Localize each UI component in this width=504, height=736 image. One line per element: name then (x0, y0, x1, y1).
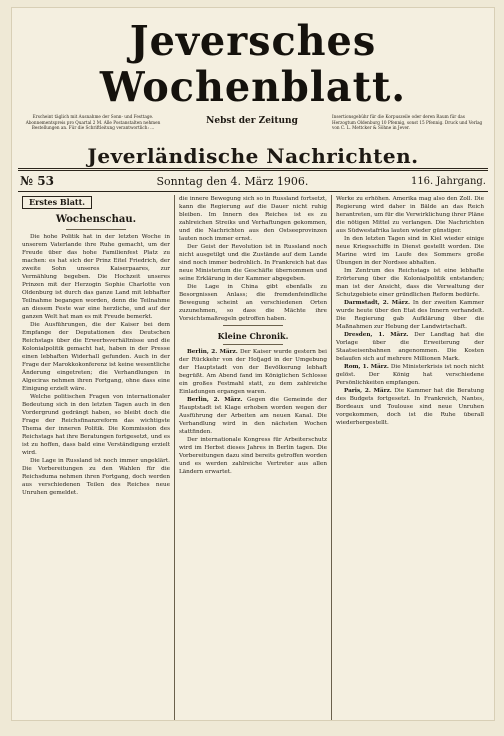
paragraph: In den letzten Tagen sind in Kiel wieder einige neue Kriegsschiffe in Dienst gestellt worden. Die Marine wird im Laufe des Sommers große Übungen in der Nordsee abhalten. (336, 236, 484, 266)
divider (223, 344, 282, 345)
masthead-center (162, 116, 342, 127)
news-dateline: Dresden, 1. März. (344, 332, 409, 338)
news-text: Gegen die Gemeinde der Hauptstadt ist Klage erhoben worden wegen der Ausführung der Arbeiten am neuen Kanal. Die Verhandlung wird in den nächsten Wochen stattfinden. (179, 397, 327, 435)
paragraph: Die Ausführungen, die der Kaiser bei dem Empfange der Deputationen des Deutschen Reichstags über die Erwerbsverhältnisse und die Kolonialpolitik gemacht hat, haben in der Presse einen lebhaften Widerhall gefunden. Auch in der Frage der Marokkokonferenz ist keine wesentliche Änderung eingetreten; die Verhandlungen in Algeciras nehmen ihren Fortgang, ohne dass eine Einigung erzielt wäre. (22, 322, 170, 392)
paragraph: Welche politischen Fragen von internationaler Bedeutung sich in den letzten Tagen auch in den Vordergrund gedrängt haben, so bleibt doch die Frage der Reichsfinanzreform das wichtigste Thema der inneren Politik. Die Kommission des Reichstags hat ihre Beratungen fortgesetzt, und es ist zu hoffen, dass bald eine Verständigung erzielt wird. (22, 394, 170, 456)
news-item (179, 396, 327, 436)
news-text: Der Kaiser wurde gestern bei der Rückkehr von der Hofjagd in der Umgebung der Hauptstadt von der Bevölkerung lebhaft begrüßt. Am Abend fand im Königlichen Schlosse ein großes Festmahl statt, zu dem zahlreiche Einladungen ergangen waren. (179, 349, 327, 395)
masthead-right-info: Insertionsgebühr für die Korpuszeile oder deren Raum für das Herzogtum Oldenburg 10 Pfennig, sonst 15 Pfennig. Druck und Verlag von C. L. Mettcker & Söhne in Jever. (332, 114, 483, 131)
masthead-subtitle: Jeverländische Nachrichten. (87, 144, 419, 168)
paragraph: Die Lage in China gibt ebenfalls zu Besorgnissen Anlass; die fremdenfeindliche Bewegung scheint an verschiedenen Orten zuzunehmen, so dass die Mächte ihre Vorsichtsmaßregeln getroffen haben. (179, 284, 327, 322)
news-text: In der zweiten Kammer wurde heute über den Etat des Innern verhandelt. Die Regierung gab Aufklärung über die Maßnahmen zur Hebung der Landwirtschaft. (336, 300, 485, 330)
newspaper-page (12, 8, 494, 720)
news-item (336, 387, 484, 427)
paragraph: Im Zentrum des Reichstags ist eine lebhafte Erörterung über die Kolonialpolitik entstanden; man ist der Ansicht, dass die Verwaltung der Schutzgebiete einer gründlichen Reform bedürfe. (336, 268, 484, 298)
news-dateline: Paris, 2. März. (344, 388, 392, 394)
news-dateline: Berlin, 2. März. (187, 349, 238, 355)
masthead-title: Jeversches Wochenblatt. (99, 17, 407, 111)
issue-number: № 53 (20, 174, 54, 188)
body-columns (12, 192, 494, 720)
issue-bar (12, 171, 494, 191)
issue-date: Sonntag den 4. März 1906. (156, 174, 309, 188)
section-heading-wochenschau: Wochenschau. (55, 214, 137, 225)
news-text: Die Kammer hat die Beratung des Budgets fortgesetzt. In Frankreich, Nantes, Bordeaux und Toulouse sind neue Unruhen vorgekommen, doch ist die Ruhe überall wiederhergestellt. (336, 388, 484, 426)
paragraph: die innere Bewegung sich so in Russland fortsetzt, kann die Regierung auf die Dauer nicht ruhig bleiben. Im Innern des Reiches ist es zu zahlreichen Streiks und Verhaftungen gekommen, und die Nachrichten aus den Ostseeprovinzen lauten noch immer ernst. (179, 196, 327, 242)
column-1 (18, 195, 174, 720)
masthead-center-line1: Nebst der Zeitung (206, 116, 298, 126)
news-item (336, 363, 484, 387)
divider (66, 229, 125, 230)
news-item (179, 348, 327, 396)
section-heading-kleine-chronik: Kleine Chronik. (217, 331, 289, 341)
divider (223, 325, 282, 326)
paragraph: Die hohe Politik hat in der letzten Woche in unserem Vaterlande ihre Ruhe gemacht, um der Freude über das hohe Familienfest Platz zu machen: es hat sich der Prinz Eitel Friedrich, der zweite Sohn unseres Kaiserpaares, zur Vermählung begeben. Die Hochzeit unseres Prinzen mit der Herzogin Sophie Charlotte von Oldenburg ist durch das ganze Land mit lebhafter Teilnahme begangen worden, denn die Teilnahme an diesem Feste war eine herzliche, und auf der ganzen Welt hat man es mit Freude bemerkt. (22, 234, 170, 320)
news-item (336, 299, 484, 331)
masthead-subrow (12, 112, 494, 152)
paragraph: Die Lage in Russland ist noch immer ungeklärt. Die Vorbereitungen zu den Wahlen für die Reichsduma nehmen ihren Fortgang, doch werden aus verschiedenen Teilen des Reiches neue Unruhen gemeldet. (22, 458, 170, 496)
news-text: Der Landtag hat die Vorlage über die Erweiterung der Staatseisenbahnen angenommen. Die Kosten belaufen sich auf mehrere Millionen Mark. (336, 332, 484, 362)
column-2 (174, 195, 331, 720)
paragraph: Werke zu erhöhen. Amerika mag also den Zoll. Die Regierung wird daher in Bälde an das Reich herantreten, um für die Verwirklichung ihrer Pläne die nötigen Mittel zu verlangen. Die Nachrichten aus Südwestafrika lauten wieder günstiger. (336, 196, 484, 234)
masthead-left-info: Erscheint täglich mit Ausnahme der Sonn- und Festtage. Abonnementspreis pro Quartal 2 M. Alle Postanstalten nehmen Bestellungen an. Für die Schriftleitung verantwortlich: ... (25, 114, 161, 131)
news-dateline: Berlin, 2. März. (187, 397, 243, 403)
section-box-erstes-blatt: Erstes Blatt. (22, 196, 92, 209)
news-item (336, 331, 484, 363)
news-dateline: Darmstadt, 2. März. (344, 300, 410, 306)
news-text: Der internationale Kongress für Arbeiterschutz wird im Herbst dieses Jahres in Berlin tagen. Die Vorbereitungen dazu sind bereits getroffen worden und es werden zahlreiche Vertreter aus allen Ländern erwartet. (179, 437, 327, 475)
news-item (179, 436, 327, 476)
news-text: Die Ministerkrisis ist noch nicht gelöst. Der König hat verschiedene Persönlichkeiten empfangen. (336, 364, 485, 386)
column-3 (331, 195, 488, 720)
issue-year: 116. Jahrgang. (410, 175, 486, 187)
paragraph: Der Geist der Revolution ist in Russland noch nicht ausgetilgt und die Zustände auf dem Lande sind noch immer bedrohlich. In Frankreich hat das neue Ministerium die Geschäfte übernommen und seine Erklärung in der Kammer abgegeben. (179, 244, 327, 282)
news-dateline: Rom, 1. März. (344, 364, 389, 370)
